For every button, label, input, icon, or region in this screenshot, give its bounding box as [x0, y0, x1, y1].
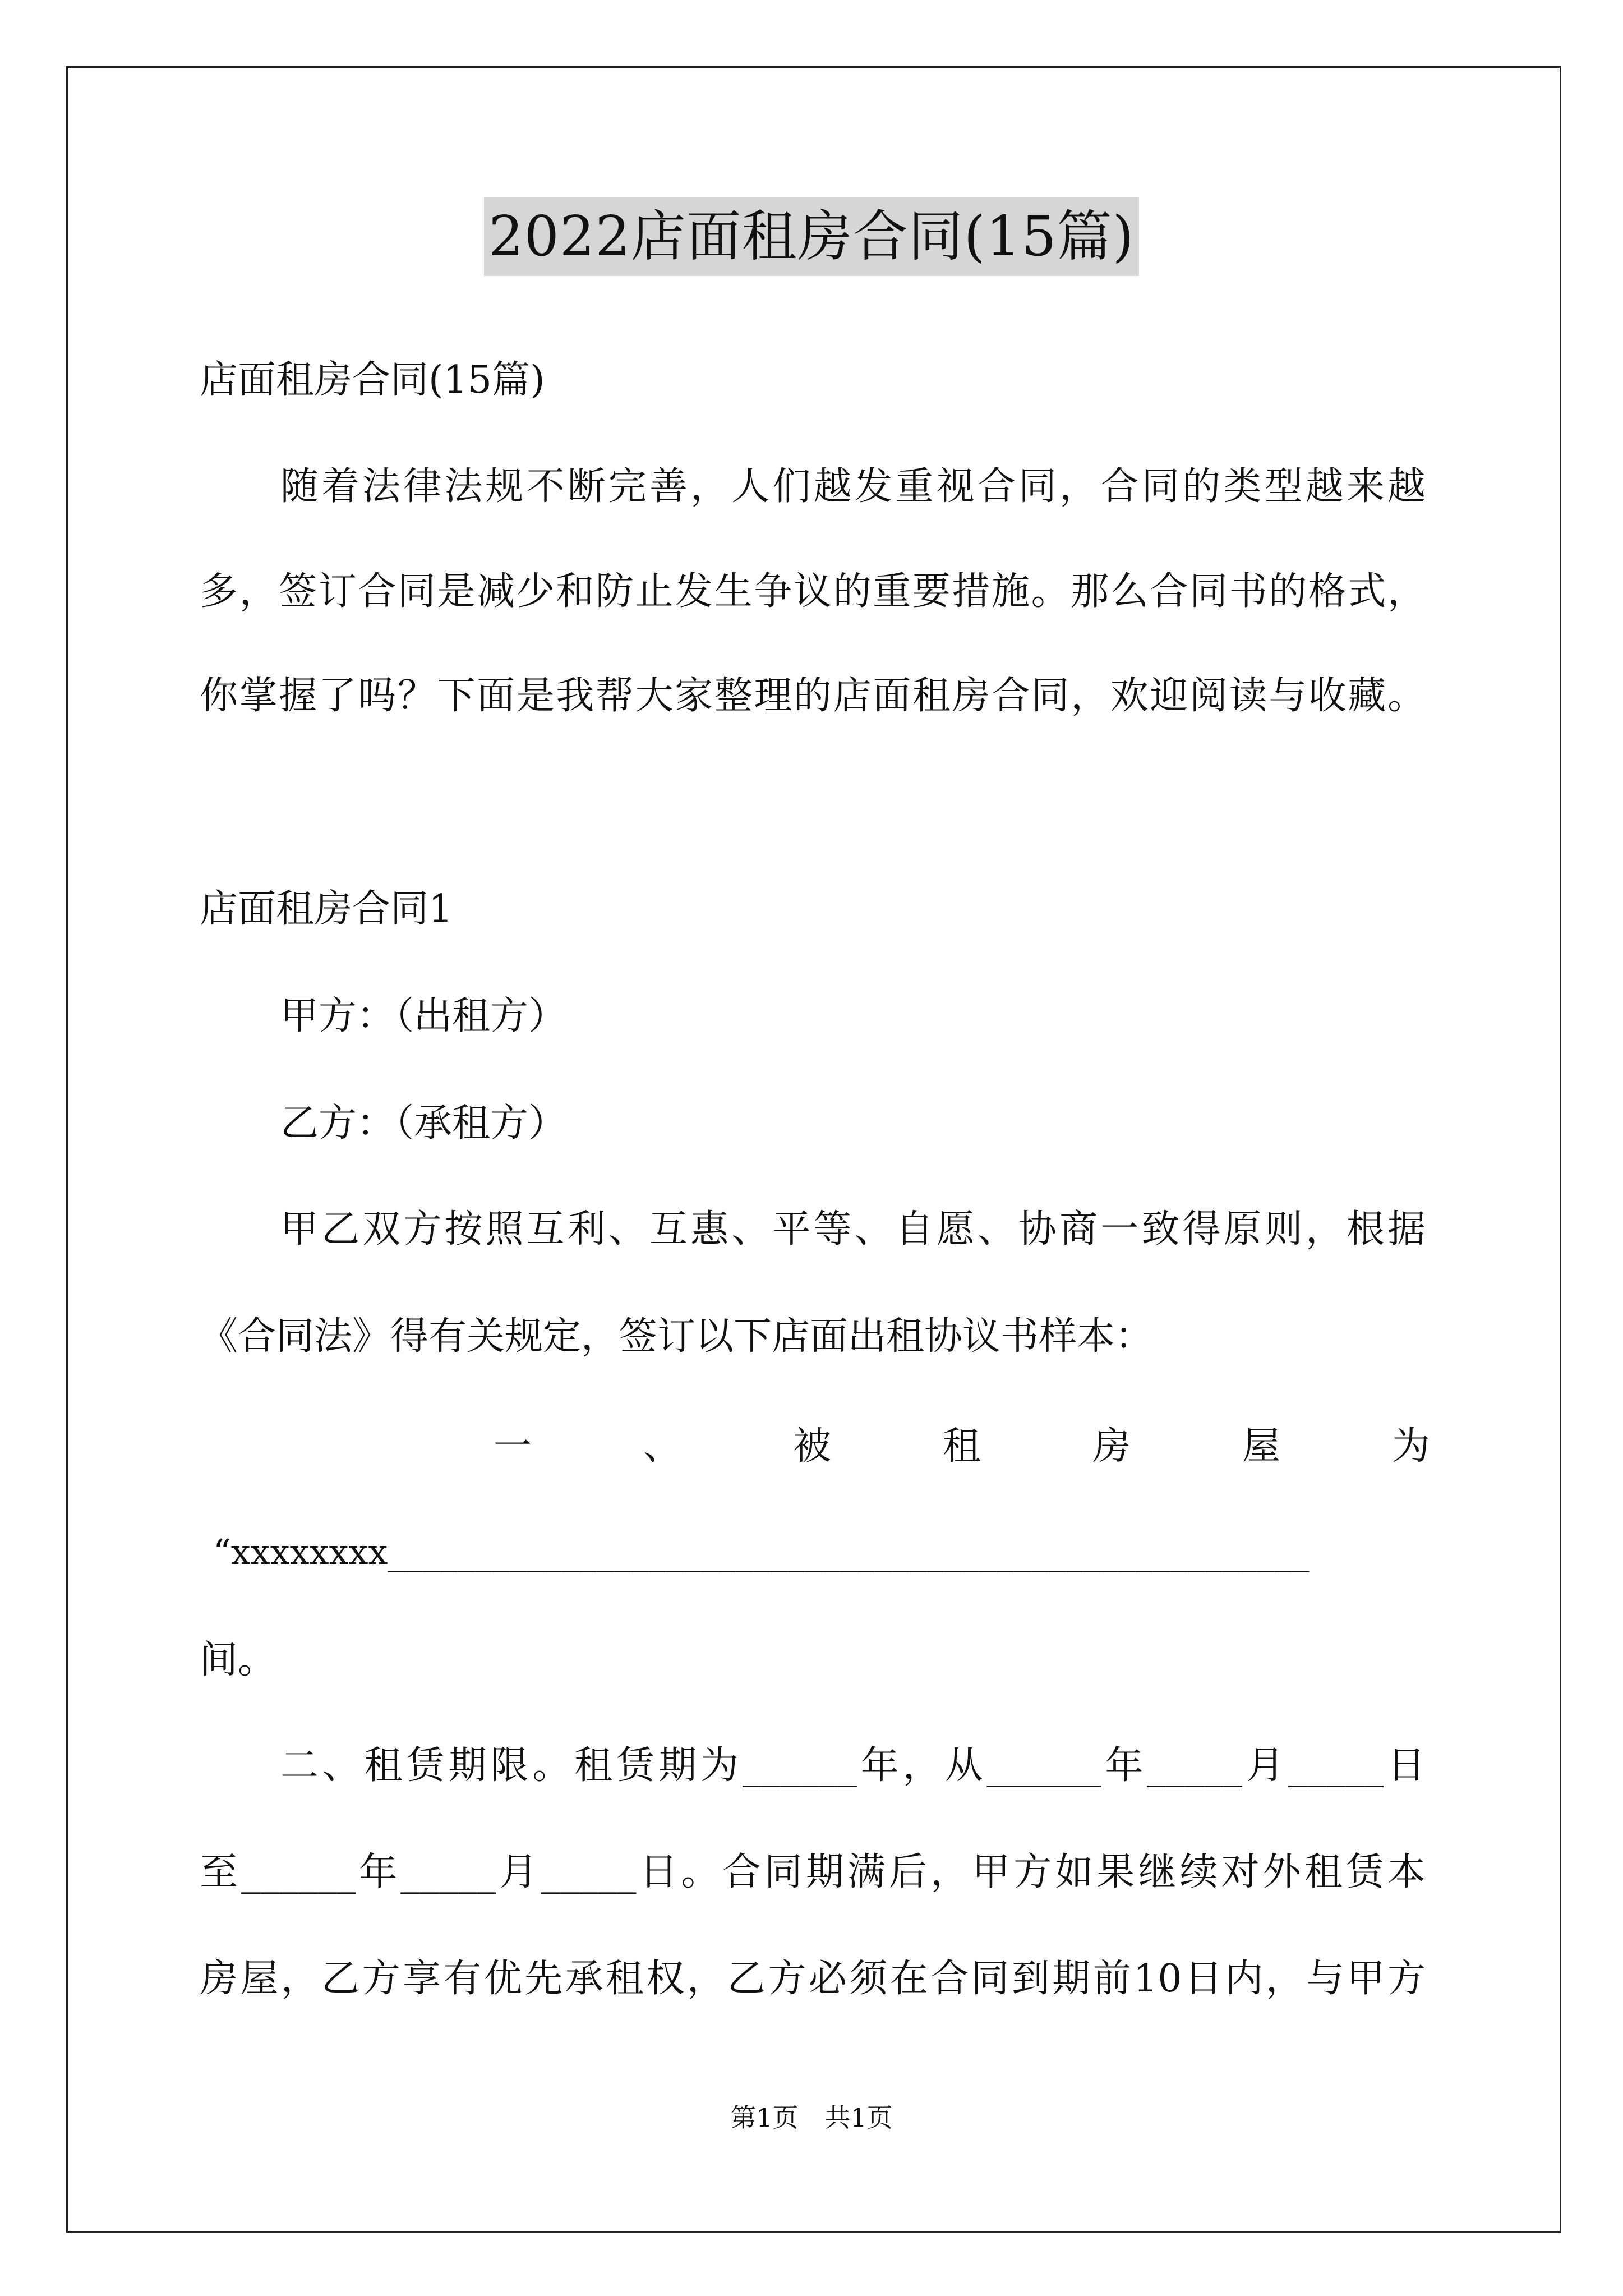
clause2-line-3: 房屋，乙方享有优先承租权，乙方必须在合同到期前10日内，与甲方	[200, 1957, 1426, 2001]
document-title: 2022店面租房合同(15篇)	[484, 197, 1139, 276]
section-heading: 店面租房合同1	[200, 887, 453, 931]
principle-line-2: 《合同法》得有关规定，签订以下店面出租协议书样本：	[200, 1314, 1154, 1359]
clause1-char: 租	[942, 1424, 981, 1469]
intro-line-3: 你掌握了吗？下面是我帮大家整理的店面租房合同，欢迎阅读与收藏。	[200, 674, 1426, 718]
party-a: 甲方：（出租方）	[280, 994, 567, 1038]
clause1-line-2: “xxxxxxxx_____________________________________________________	[213, 1531, 1310, 1572]
page-footer	[0, 2101, 1623, 2134]
clause1-char: 被	[792, 1424, 831, 1469]
clause1-char: 一	[494, 1424, 532, 1469]
clause2-line-2: 至______年_____月_____日。合同期满后，甲方如果继续对外租赁本	[200, 1850, 1426, 1894]
clause1-char: 、	[643, 1424, 681, 1469]
party-b: 乙方：（承租方）	[280, 1101, 567, 1145]
page-number-current: 第1页	[730, 2102, 799, 2133]
title-container	[0, 197, 1623, 276]
clause1-char: 为	[1391, 1424, 1430, 1469]
intro-line-2: 多，签订合同是减少和防止发生争议的重要措施。那么合同书的格式，	[200, 569, 1426, 614]
subtitle: 店面租房合同(15篇)	[200, 358, 545, 402]
principle-line-1: 甲乙双方按照互利、互惠、平等、自愿、协商一致得原则，根据	[280, 1207, 1426, 1251]
clause1-line-1	[494, 1421, 1430, 1472]
clause1-char: 房	[1092, 1424, 1131, 1469]
clause1-char: 屋	[1242, 1424, 1280, 1469]
clause1-line-3: 间。	[200, 1638, 276, 1682]
intro-line-1: 随着法律法规不断完善，人们越发重视合同，合同的类型越来越	[280, 464, 1426, 509]
page-number-total: 共1页	[824, 2102, 893, 2133]
clause2-line-1: 二、租赁期限。租赁期为______年，从______年_____月_____日	[280, 1743, 1426, 1788]
